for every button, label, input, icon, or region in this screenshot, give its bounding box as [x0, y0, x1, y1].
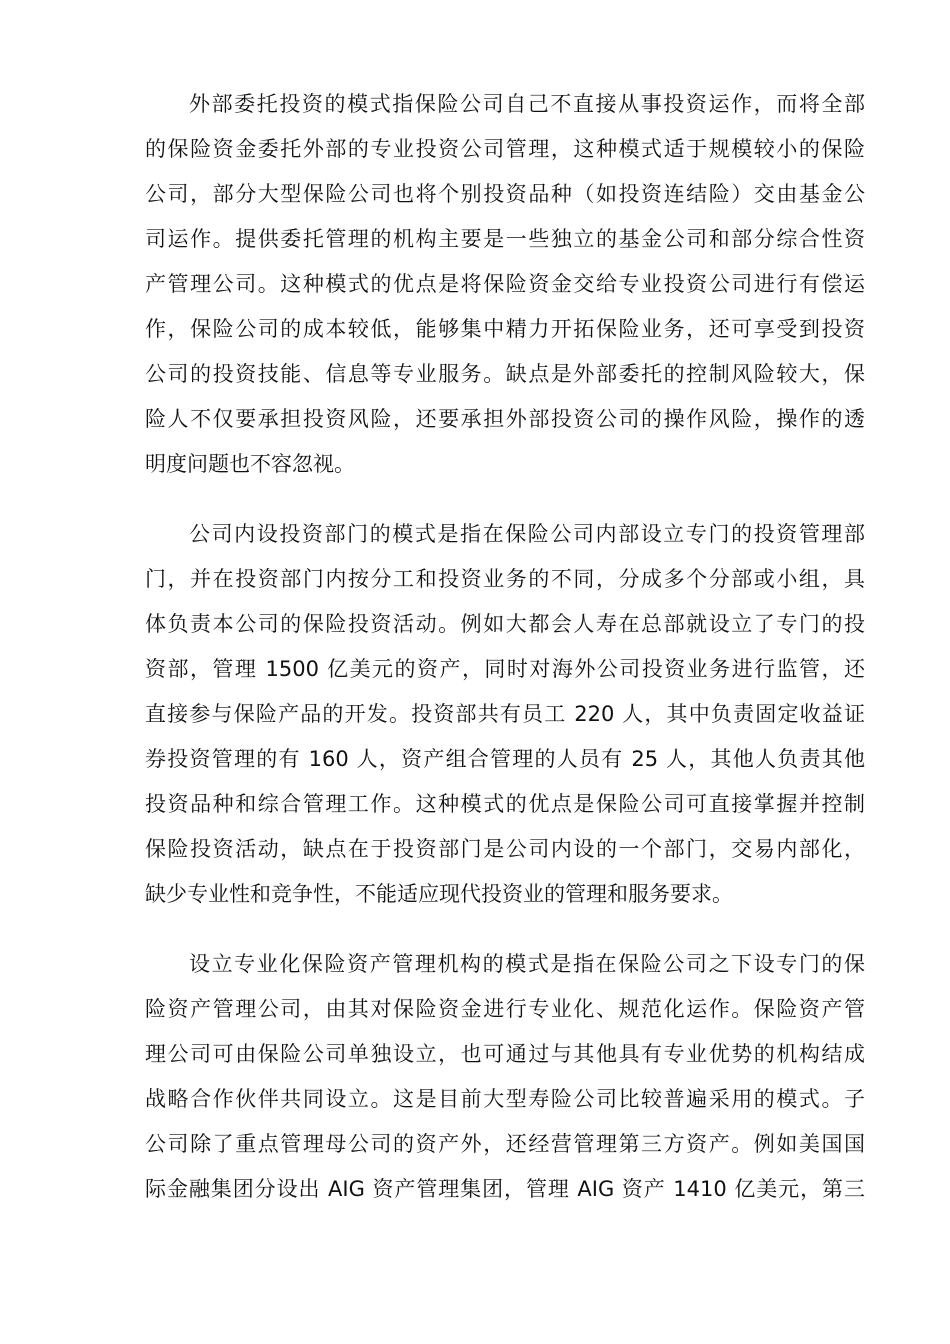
text-line: 资部，管理 1500 亿美元的资产，同时对海外公司投资业务进行监管，还 — [145, 657, 865, 681]
text-line: 战略合作伙伴共同设立。这是目前大型寿险公司比较普遍采用的模式。子 — [145, 1087, 865, 1111]
text-line: 理公司可由保险公司单独设立，也可通过与其他具有专业优势的机构结成 — [145, 1042, 865, 1066]
text-line: 公司的投资技能、信息等专业服务。缺点是外部委托的控制风险较大，保 — [145, 362, 865, 386]
text-line: 产管理公司。这种模式的优点是将保险资金交给专业投资公司进行有偿运 — [145, 272, 865, 296]
text-line: 券投资管理的有 160 人，资产组合管理的人员有 25 人，其他人负责其他 — [145, 747, 865, 771]
text-line: 设立专业化保险资产管理机构的模式是指在保险公司之下设专门的保 — [189, 952, 865, 976]
text-line: 作，保险公司的成本较低，能够集中精力开拓保险业务，还可享受到投资 — [145, 317, 865, 341]
text-line: 的保险资金委托外部的专业投资公司管理，这种模式适于规模较小的保险 — [145, 137, 865, 161]
text-line: 司运作。提供委托管理的机构主要是一些独立的基金公司和部分综合性资 — [145, 227, 865, 251]
text-line: 直接参与保险产品的开发。投资部共有员工 220 人，其中负责固定收益证 — [145, 702, 865, 726]
text-line: 险资产管理公司，由其对保险资金进行专业化、规范化运作。保险资产管 — [145, 997, 865, 1021]
text-line: 体负责本公司的保险投资活动。例如大都会人寿在总部就设立了专门的投 — [145, 612, 865, 636]
text-line: 公司，部分大型保险公司也将个别投资品种（如投资连结险）交由基金公 — [145, 182, 865, 206]
text-line: 外部委托投资的模式指保险公司自己不直接从事投资运作，而将全部 — [189, 92, 865, 116]
text-line: 保险投资活动，缺点在于投资部门是公司内设的一个部门，交易内部化， — [145, 837, 865, 861]
text-line: 公司除了重点管理母公司的资产外，还经营管理第三方资产。例如美国国 — [145, 1132, 865, 1156]
text-line: 投资品种和综合管理工作。这种模式的优点是保险公司可直接掌握并控制 — [145, 792, 865, 816]
text-line: 明度问题也不容忽视。 — [145, 452, 355, 476]
text-line: 门，并在投资部门内按分工和投资业务的不同，分成多个分部或小组，具 — [145, 567, 865, 591]
text-line: 公司内设投资部门的模式是指在保险公司内部设立专门的投资管理部 — [189, 522, 865, 546]
text-line: 缺少专业性和竞争性，不能适应现代投资业的管理和服务要求。 — [145, 882, 733, 906]
text-line: 险人不仅要承担投资风险，还要承担外部投资公司的操作风险，操作的透 — [145, 407, 865, 431]
text-line: 际金融集团分设出 AIG 资产管理集团，管理 AIG 资产 1410 亿美元，第三 — [145, 1177, 865, 1201]
